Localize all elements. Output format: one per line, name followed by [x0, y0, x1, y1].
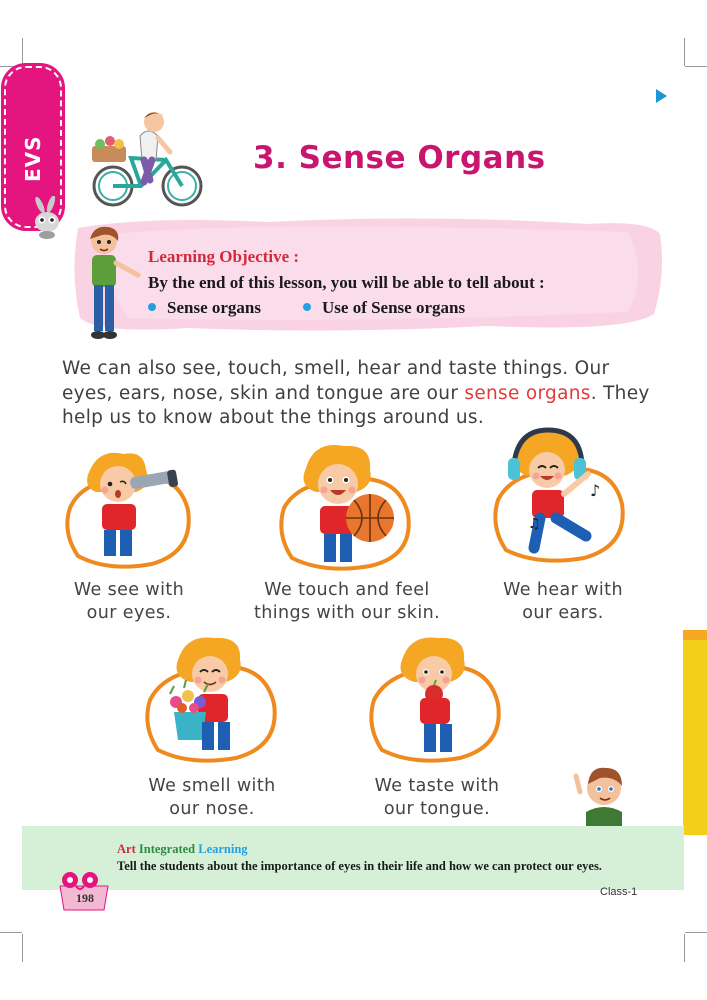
intro-text: . They help us to know about the things around us.	[62, 382, 650, 428]
caption-line: We touch and feel	[264, 580, 430, 600]
caption-line: things with our skin.	[253, 603, 441, 623]
objective-intro: By the end of this lesson, you will be able to tell about :	[148, 273, 545, 292]
bicycle-boy-icon	[86, 108, 208, 210]
class-label: Class-1	[600, 886, 638, 898]
chapter-title: 3. Sense Organs	[253, 140, 546, 176]
play-arrow-icon	[656, 89, 667, 103]
caption-line: our ears.	[522, 603, 604, 623]
bullet-icon	[303, 303, 311, 311]
objective-item	[303, 298, 465, 318]
caption-line: We hear with	[503, 580, 623, 600]
crop-mark	[22, 934, 23, 962]
objective-item-label: Sense organs	[167, 298, 261, 317]
crop-mark	[685, 932, 707, 933]
bunny-mascot-icon	[30, 196, 66, 240]
side-color-strip	[683, 630, 707, 835]
objective-heading: Learning Objective :	[148, 247, 300, 266]
art-integrated-title	[117, 842, 248, 857]
caption-line: We see with	[73, 580, 185, 600]
sense-caption	[362, 775, 512, 821]
basketball-boy-icon	[274, 438, 422, 578]
caption-line: our tongue.	[383, 799, 491, 819]
apple-boy-icon	[362, 632, 508, 774]
sense-caption	[488, 579, 638, 625]
headphones-boy-icon	[490, 424, 634, 572]
telescope-boy-icon	[60, 448, 200, 578]
objective-item-label: Use of Sense organs	[322, 298, 466, 317]
crop-mark	[685, 66, 707, 67]
art-title-word: Integrated	[138, 842, 196, 856]
intro-paragraph	[62, 357, 662, 431]
crop-mark	[0, 932, 22, 933]
crop-mark	[684, 934, 685, 962]
objective-item	[148, 298, 261, 318]
crop-mark	[684, 38, 685, 66]
caption-line: We taste with	[374, 776, 500, 796]
crop-mark	[22, 38, 23, 66]
bullet-icon	[148, 303, 156, 311]
svg-text:♪: ♪	[590, 481, 601, 500]
caption-line: We smell with	[148, 776, 276, 796]
page-number: 198	[76, 891, 94, 905]
art-title-word: Art	[117, 842, 136, 856]
waving-boy-icon	[572, 762, 630, 828]
sense-caption	[248, 579, 446, 625]
art-integrated-box	[22, 826, 684, 890]
caption-line: our nose.	[169, 799, 255, 819]
subject-tab-label: EVS	[21, 135, 45, 182]
art-title-word: Learning	[198, 842, 248, 856]
sense-caption	[134, 775, 290, 821]
flowers-boy-icon	[140, 632, 284, 774]
svg-text:♫: ♫	[528, 516, 541, 532]
intro-text: We can also see, touch, smell, hear and taste things. Our eyes, ears, nose, skin and tongue are our	[62, 358, 610, 404]
caption-line: our eyes.	[86, 603, 172, 623]
pointing-boy-icon	[82, 225, 142, 341]
art-integrated-text: Tell the students about the importance of eyes in their life and how we can protect our eyes.	[117, 859, 602, 873]
sense-caption	[58, 579, 200, 625]
highlighted-term: sense organs	[464, 382, 591, 404]
